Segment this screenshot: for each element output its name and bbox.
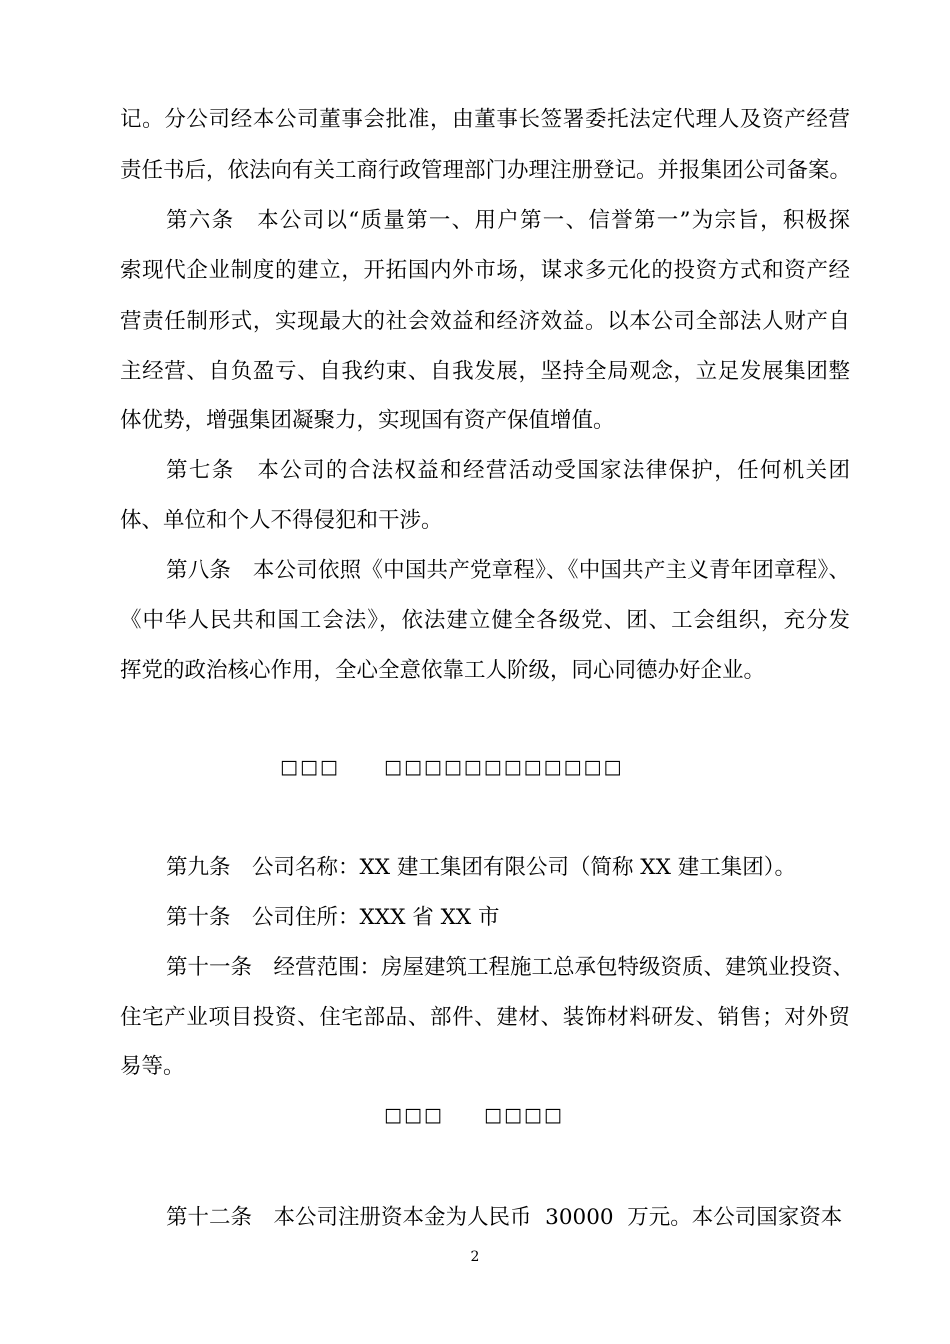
paragraph-line: 《中华人民共和国工会法》，依法建立健全各级党、团、工会组织，充分发: [120, 608, 850, 633]
article-12-first-line: 第十二条 本公司注册资本金为人民币 30000 万元。本公司国家资本: [166, 1205, 843, 1230]
article-7-first-line: 第七条 本公司的合法权益和经营活动受国家法律保护，任何机关团: [166, 458, 850, 483]
paragraph-line: 索现代企业制度的建立，开拓国内外市场，谋求多元化的投资方式和资产经: [120, 258, 850, 283]
paragraph-line: 记。分公司经本公司董事会批准，由董事长签署委托法定代理人及资产经营: [120, 107, 850, 132]
paragraph-line: 责任书后，依法向有关工商行政管理部门办理注册登记。并报集团公司备案。: [120, 158, 852, 183]
chapter-3-number: □□□: [384, 1104, 444, 1126]
article-10: 第十条 公司住所：XXX 省 XX 市: [166, 905, 500, 930]
chapter-2-number: □□□: [280, 756, 340, 778]
paragraph-line: 挥党的政治核心作用，全心全意依靠工人阶级，同心同德办好企业。: [120, 658, 766, 683]
chapter-2-title: □□□□□□□□□□□□: [384, 756, 624, 778]
article-8-first-line: 第八条 本公司依照《中国共产党章程》、《中国共产主义青年团章程》、: [166, 558, 850, 583]
paragraph-line: 住宅产业项目投资、住宅部品、部件、建材、装饰材料研发、销售；对外贸: [120, 1005, 850, 1030]
paragraph-line: 体优势，增强集团凝聚力，实现国有资产保值增值。: [120, 408, 615, 433]
paragraph-line: 易等。: [120, 1054, 185, 1079]
article-11-first-line: 第十一条 经营范围：房屋建筑工程施工总承包特级资质、建筑业投资、: [166, 955, 855, 980]
paragraph-line: 体、单位和个人不得侵犯和干涉。: [120, 508, 443, 533]
article-9: 第九条 公司名称：XX 建工集团有限公司（简称 XX 建工集团）。: [166, 855, 796, 880]
article-6-first-line: 第六条 本公司以“质量第一、用户第一、信誉第一”为宗旨，积极探: [166, 208, 850, 233]
chapter-3-title: □□□□: [484, 1104, 564, 1126]
paragraph-line: 主经营、自负盈亏、自我约束、自我发展，坚持全局观念，立足发展集团整: [120, 359, 850, 384]
page-number: 2: [470, 1249, 480, 1265]
paragraph-line: 营责任制形式，实现最大的社会效益和经济效益。以本公司全部法人财产自: [120, 309, 850, 334]
